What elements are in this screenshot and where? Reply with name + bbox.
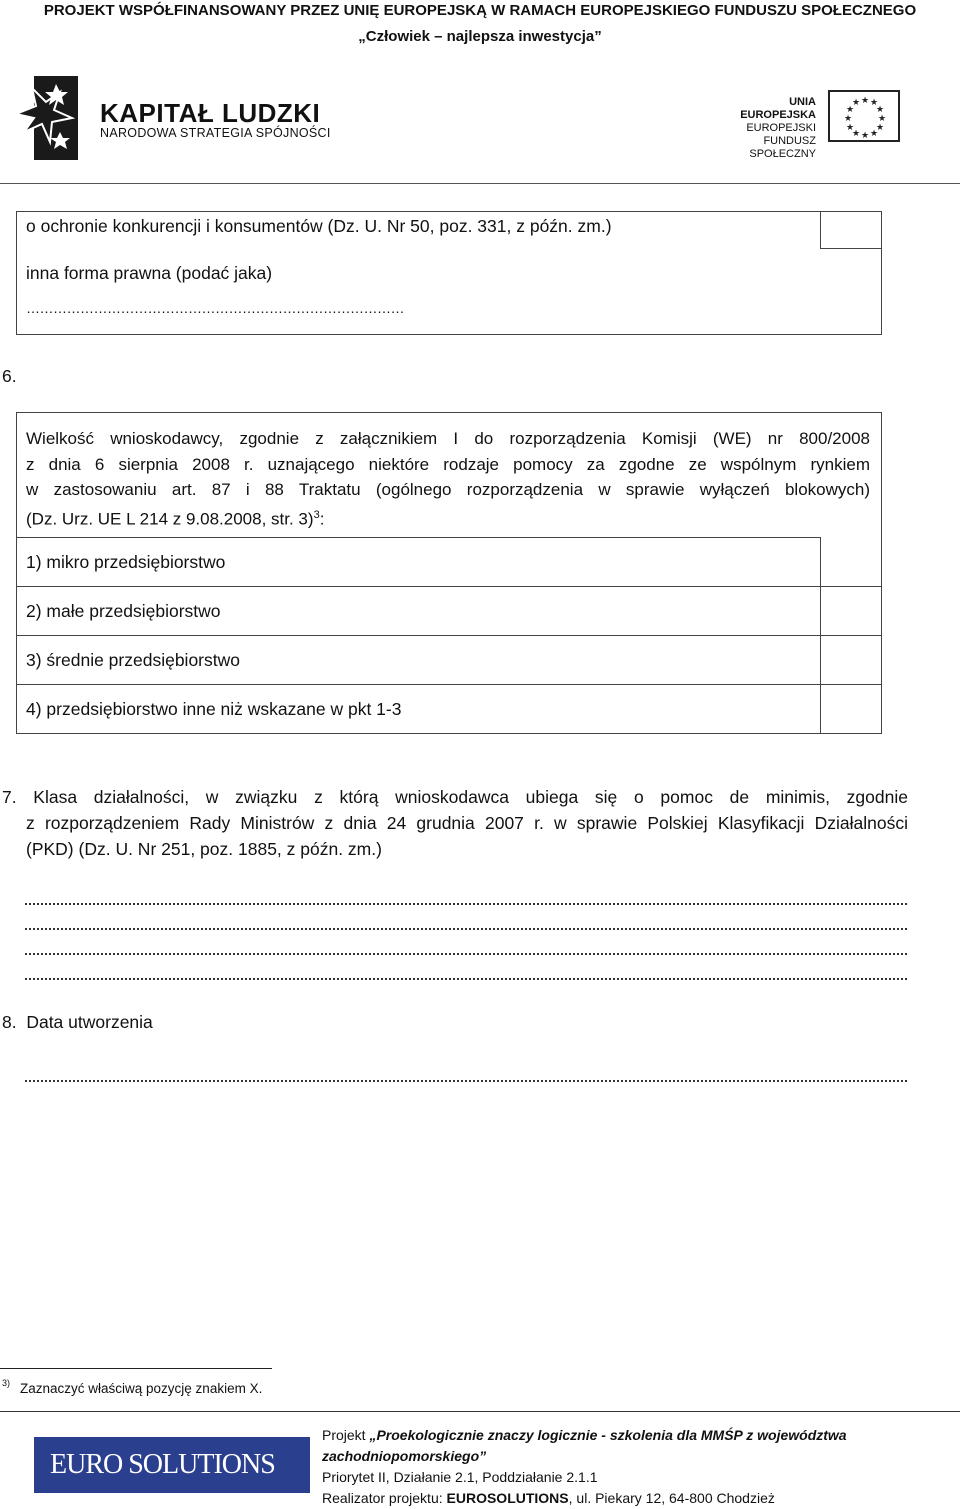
section-6-line-3: w zastosowaniu art. 87 i 88 Traktatu (ogólnego rozporządzenia w sprawie wyłączeń blokowych) (26, 480, 870, 499)
svg-text:★: ★ (861, 131, 870, 140)
svg-text:★: ★ (878, 114, 887, 124)
eurosolutions-logo (34, 1437, 310, 1493)
pkd-field-line-3[interactable] (25, 937, 907, 955)
eu-logo-line-1: UNIA EUROPEJSKA (740, 96, 816, 121)
section-8-label: 8. Data utworzenia (2, 1012, 153, 1032)
size-option-small: 2) małe przedsiębiorstwo (26, 601, 221, 621)
kapital-ludzki-subtitle: NARODOWA STRATEGIA SPÓJNOŚCI (100, 126, 331, 140)
footer-line-2: zachodniopomorskiego” (322, 1448, 487, 1464)
svg-text:★: ★ (876, 123, 885, 133)
svg-text:★: ★ (876, 105, 885, 115)
size-option-medium: 3) średnie przedsiębiorstwo (26, 650, 240, 670)
header-line-1: PROJEKT WSPÓŁFINANSOWANY PRZEZ UNIĘ EUROPEJSKĄ W RAMACH EUROPEJSKIEGO FUNDUSZU SPOŁECZNEGO (43, 2, 917, 19)
legal-form-option-competition: o ochronie konkurencji i konsumentów (Dz. U. Nr 50, poz. 331, z późn. zm.) (26, 216, 612, 236)
section-6-line-2: z dnia 6 sierpnia 2008 r. uznającego niektóre rodzaje pomocy za zgodne ze wspólnym rynkiem (26, 454, 870, 474)
footer-line-4-bold: EUROSOLUTIONS (446, 1490, 569, 1506)
eu-flag-icon (828, 90, 900, 142)
section-6-line-4-text: (Dz. Urz. UE L 214 z 9.08.2008, str. 3) (26, 509, 314, 529)
footer-line-4-prefix: Realizator projektu: (322, 1490, 447, 1506)
footer-rule (0, 1411, 960, 1412)
header-rule (0, 183, 960, 184)
row-divider-2 (16, 635, 882, 636)
footer-line-4 (322, 1490, 775, 1506)
size-option-micro: 1) mikro przedsiębiorstwo (26, 552, 226, 572)
checkbox-bottom (820, 248, 882, 249)
section-6-line-1: Wielkość wnioskodawcy, zgodnie z załącznikiem I do rozporządzenia Komisji (WE) nr 800/2008 (26, 429, 870, 448)
legal-form-other-field[interactable]: ………………………………………………………………………… (26, 300, 404, 316)
footnote-ref: 3 (313, 508, 320, 521)
pkd-field-line-1[interactable] (25, 887, 907, 905)
svg-text:★: ★ (861, 96, 870, 106)
svg-text:★: ★ (844, 114, 853, 124)
footer-line-3: Priorytet II, Działanie 2.1, Poddziałanie 2.1.1 (322, 1469, 598, 1485)
section-6-question (26, 426, 870, 532)
eurosolutions-logo-text: EURO SOLUTIONS (50, 1449, 275, 1480)
svg-text:★: ★ (846, 123, 855, 133)
kapital-ludzki-emblem (16, 76, 78, 160)
footer-line-4-rest: , ul. Piekary 12, 64-800 Chodzież (568, 1490, 775, 1506)
pkd-field-line-4[interactable] (25, 962, 907, 980)
eu-logo-line-3: FUNDUSZ SPOŁECZNY (749, 135, 816, 160)
eu-logo-text (716, 96, 816, 161)
section-7-line-2: z rozporządzeniem Rady Ministrów z dnia 24 grudnia 2007 r. w sprawie Polskiej Klasyfikacji Działalności (26, 813, 908, 833)
kapital-ludzki-title: KAPITAŁ LUDZKI (100, 98, 321, 128)
footnote-mark: 3) (2, 1378, 11, 1388)
checkbox-micro[interactable] (821, 538, 881, 585)
row-divider-3 (16, 684, 882, 685)
footer-line-1 (322, 1427, 847, 1443)
svg-text:★: ★ (846, 105, 855, 115)
eu-logo-line-2: EUROPEJSKI (746, 122, 816, 134)
header-line-2: „Człowiek – najlepsza inwestycja” (358, 28, 602, 45)
footnote-separator (0, 1368, 272, 1369)
section-7-line-1: 7. Klasa działalności, w związku z którą wnioskodawca ubiega się o pomoc de minimis, zgodnie (2, 787, 908, 807)
size-table-header-bottom (16, 537, 820, 538)
section-6-line-4 (26, 503, 870, 532)
size-option-other: 4) przedsiębiorstwo inne niż wskazane w pkt 1-3 (26, 699, 402, 719)
section-7-line-3: (PKD) (Dz. U. Nr 251, poz. 1885, z późn. zm.) (26, 839, 382, 859)
svg-text:★: ★ (852, 129, 861, 139)
checkbox-other-size[interactable] (821, 685, 881, 733)
pkd-field-line-2[interactable] (25, 912, 907, 930)
svg-text:★: ★ (852, 98, 861, 108)
section-6-colon: : (319, 509, 325, 529)
svg-text:★: ★ (870, 98, 879, 108)
legal-form-option-other: inna forma prawna (podać jaka) (26, 263, 273, 283)
section-6-number: 6. (2, 366, 17, 386)
footer-line-1-prefix: Projekt (322, 1427, 370, 1443)
footnote-text: Zaznaczyć właściwą pozycję znakiem X. (20, 1381, 263, 1396)
section-7-question (2, 784, 908, 862)
footer-project-title: „Proekologicznie znaczy logicznie - szkolenia dla MMŚP z województwa (369, 1427, 847, 1443)
checkbox-competition[interactable] (821, 212, 881, 248)
creation-date-field[interactable] (25, 1064, 907, 1082)
checkbox-small[interactable] (821, 587, 881, 634)
svg-text:★: ★ (870, 129, 879, 139)
checkbox-medium[interactable] (821, 636, 881, 683)
row-divider-1 (16, 586, 882, 587)
